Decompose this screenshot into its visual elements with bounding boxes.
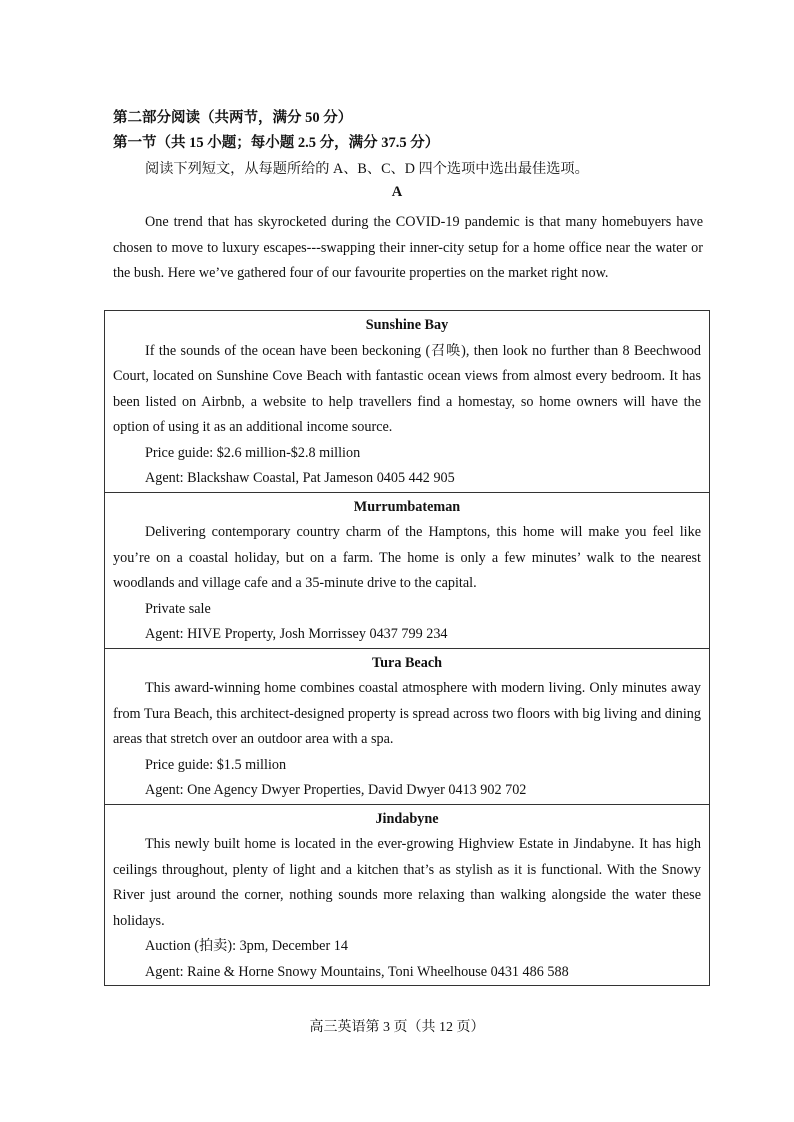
listing-agent: Agent: Blackshaw Coastal, Pat Jameson 0405 442 905 (145, 470, 455, 486)
subsection-title: 第一节（共 15 小题；每小题 2.5 分，满分 37.5 分） (113, 135, 440, 151)
listing-description: If the sounds of the ocean have been beckoning (召唤), then look no further than 8 Beechwood Court, located on Sunshine Cove Beach with fantastic ocean views from almost every bedroom. It has been listed on Airbnb, a website to help travellers find a homestay, so home owners will have the option of using it as an additional income source. (113, 342, 701, 435)
instructions: 阅读下列短文，从每题所给的 A、B、C、D 四个选项中选出最佳选项。 (145, 161, 589, 177)
listing-title: Murrumbateman (353, 498, 461, 515)
listing-price: Price guide: $1.5 million (145, 756, 287, 773)
listing-agent: Agent: Raine & Horne Snowy Mountains, Toni Wheelhouse 0431 486 588 (145, 963, 569, 980)
listing-description: Delivering contemporary country charm of the Hamptons, this home will make you feel like you’re on a coastal holiday, but on a farm. The home is only a few minutes’ walk to the nearest woodlands and village cafe and a 35-minute drive to the capital. (113, 524, 701, 591)
passage-letter: A (391, 184, 403, 200)
listing-jindabyne (105, 804, 709, 986)
listing-tura-beach (105, 648, 709, 804)
listing-title: Jindabyne (375, 810, 439, 827)
listing-description: This award-winning home combines coastal atmosphere with modern living. Only minutes away from Tura Beach, this architect-designed property is spread across two floors with big living and dining areas that stretch over an outdoor area with a spa. (113, 680, 701, 747)
listing-agent: Agent: HIVE Property, Josh Morrissey 0437 799 234 (145, 626, 448, 642)
listing-price: Price guide: $2.6 million-$2.8 million (145, 444, 361, 461)
listing-price: Auction (拍卖): 3pm, December 14 (145, 938, 348, 954)
listing-title: Tura Beach (371, 654, 443, 671)
section-title: 第二部分阅读（共两节，满分 50 分） (113, 110, 353, 126)
property-listings-table (104, 310, 710, 986)
page-footer: 高三英语第 3 页（共 12 页） (309, 1020, 485, 1035)
listing-agent: Agent: One Agency Dwyer Properties, David Dwyer 0413 902 702 (145, 782, 527, 798)
listing-price: Private sale (145, 600, 211, 617)
passage-intro: One trend that has skyrocketed during the COVID-19 pandemic is that many homebuyers have chosen to move to luxury escapes---swapping their inner-city setup for a home office near the water or the bush. Here we’ve gathered four of our favourite properties on the market right now. (113, 214, 703, 282)
listing-description: This newly built home is located in the ever-growing Highview Estate in Jindabyne. It has high ceilings throughout, plenty of light and a kitchen that’s as stylish as it is functional. With the Snowy River just around the corner, nothing sounds more relaxing than walking alongside the water these holidays. (113, 836, 701, 929)
listing-title: Sunshine Bay (365, 317, 449, 333)
listing-sunshine-bay (105, 311, 709, 492)
listing-murrumbateman (105, 492, 709, 648)
